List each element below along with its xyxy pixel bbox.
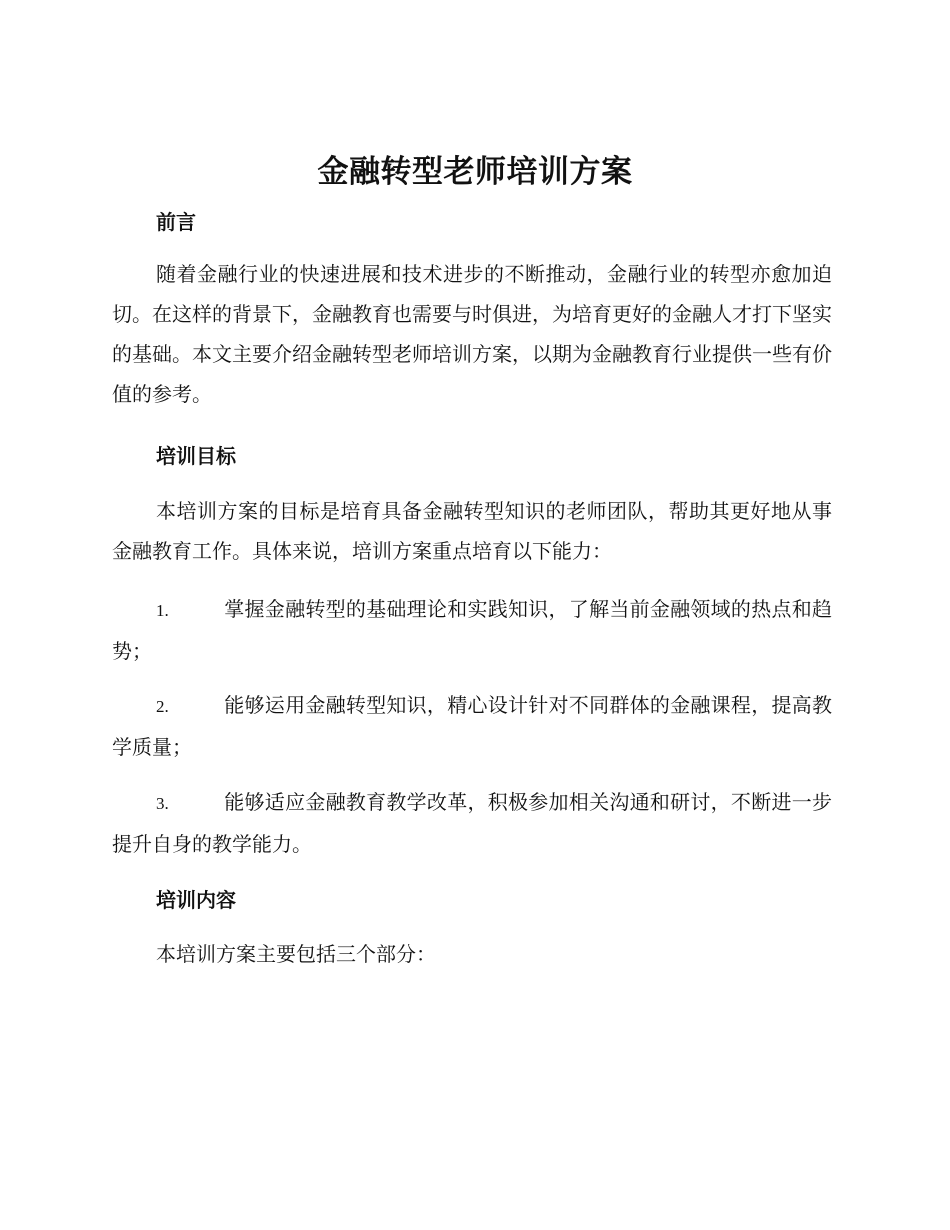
paragraph-goals: 本培训方案的目标是培育具备金融转型知识的老师团队，帮助其更好地从事金融教育工作。具体来说，培训方案重点培育以下能力： [112,499,832,563]
list-item-number: 1. [156,601,169,620]
list-item-text: 掌握金融转型的基础理论和实践知识，了解当前金融领域的热点和趋势； [112,597,832,663]
section-heading-content: 培训内容 [156,888,236,912]
section-heading-preface: 前言 [156,210,196,234]
list-item [112,782,832,864]
list-item-text: 能够适应金融教育教学改革，积极参加相关沟通和研讨，不断进一步提升自身的教学能力。 [112,790,832,856]
list-item-text: 能够运用金融转型知识，精心设计针对不同群体的金融课程，提高教学质量； [112,693,832,759]
document-title: 金融转型老师培训方案 [317,154,633,190]
paragraph-content: 本培训方案主要包括三个部分： [156,942,436,966]
list-item [112,685,832,767]
list-item-number: 3. [156,794,169,813]
list-item-number: 2. [156,697,169,716]
list-item [112,589,832,671]
paragraph-preface: 随着金融行业的快速进展和技术进步的不断推动，金融行业的转型亦愈加迫切。在这样的背景下，金融教育也需要与时俱进，为培育更好的金融人才打下坚实的基础。本文主要介绍金融转型老师培训方案，以期为金融教育行业提供一些有价值的参考。 [112,262,832,406]
section-heading-goals: 培训目标 [156,444,236,468]
